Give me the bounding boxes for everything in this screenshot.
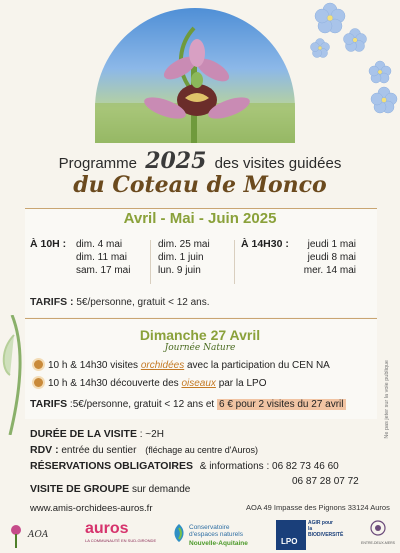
phone-2: 06 87 28 07 72 [292, 476, 359, 487]
title-suffix: des visites guidées [214, 155, 342, 172]
divider [150, 240, 151, 284]
title-year: 2025 [145, 148, 207, 174]
lpo-logo: LPO [276, 520, 306, 550]
bullet-icon [34, 360, 43, 369]
list-item: dim. 1 juin [158, 252, 204, 263]
bullet-icon [34, 378, 43, 387]
schedule-col2 [158, 238, 210, 277]
schedule-col3 [298, 238, 356, 277]
orchid-icon [6, 522, 26, 548]
partner-logos: AOA auros LA COMMUNAUTÉ EN SUD-GIRONDE Conservatoire d'espaces naturels Nouvelle-Aquitaine LPO AGIR pour la BIODIVERSITÉ ENTRE-DEUX-MERS [0, 518, 400, 553]
price-highlight: 6 € pour 2 visites du 27 avril [218, 399, 344, 410]
special-day-subtitle: Journée Nature [164, 343, 236, 353]
tarifs-label: TARIFS : [30, 296, 74, 308]
schedule-months: Avril - Mai - Juin 2025 [123, 210, 277, 227]
morning-label: À 10H : [30, 238, 67, 250]
list-item: dim. 11 mai [76, 252, 127, 263]
list-item: jeudi 8 mai [307, 252, 356, 263]
list-item: sam. 17 mai [76, 265, 131, 276]
entre-deux-mers-logo: ENTRE-DEUX-MERS [360, 520, 396, 545]
page-title [0, 148, 400, 174]
address: AOA 49 Impasse des Pignons 33124 Auros [246, 503, 390, 512]
list-item: lun. 9 juin [158, 265, 201, 276]
tarifs-text: 5€/personne, gratuit < 12 ans. [76, 297, 210, 308]
list-item: jeudi 1 mai [307, 239, 356, 250]
orchid-photo [95, 8, 295, 143]
aoa-logo: AOA [6, 522, 61, 550]
list-item: mer. 14 mai [303, 265, 356, 276]
tarifs-line [30, 296, 210, 308]
groupe-line: VISITE DE GROUPE sur demande [30, 483, 191, 495]
rdv-line: RDV : entrée du sentier (fléchage au centre d'Auros) [30, 444, 258, 456]
auros-logo: auros LA COMMUNAUTÉ EN SUD-GIRONDE [85, 520, 157, 543]
website-link[interactable]: www.amis-orchidees-auros.fr [30, 503, 153, 514]
special-item-1: 10 h & 14h30 visites orchidées avec la participation du CEN NA [34, 360, 330, 371]
schedule-col1 [76, 238, 130, 277]
title-prefix: Programme [58, 155, 138, 172]
lpo-tagline: AGIR pour la BIODIVERSITÉ [308, 520, 344, 538]
list-item: dim. 4 mai [76, 239, 123, 250]
special-item-2: 10 h & 14h30 découverte des oiseaux par la LPO [34, 378, 267, 389]
divider [234, 240, 235, 284]
afternoon-label: À 14H30 : [241, 238, 289, 250]
forget-me-not-flowers [300, 0, 400, 130]
reservation-line: RÉSERVATIONS OBLIGATOIRES & informations : 06 82 73 46 60 [30, 460, 339, 472]
list-item: dim. 25 mai [158, 239, 210, 250]
page-subtitle: du Coteau de Monco [73, 172, 327, 198]
leaf-icon [172, 524, 186, 542]
special-day-title: Dimanche 27 Avril [139, 327, 261, 343]
emblem-icon [370, 520, 386, 536]
vertical-note: Ne pas jeter sur la voie publique [384, 360, 390, 439]
duree-line: DURÉE DE LA VISITE : ~2H [30, 428, 164, 440]
special-tarifs: TARIFS :5€/personne, gratuit < 12 ans et 6 € pour 2 visites du 27 avril [30, 398, 344, 410]
